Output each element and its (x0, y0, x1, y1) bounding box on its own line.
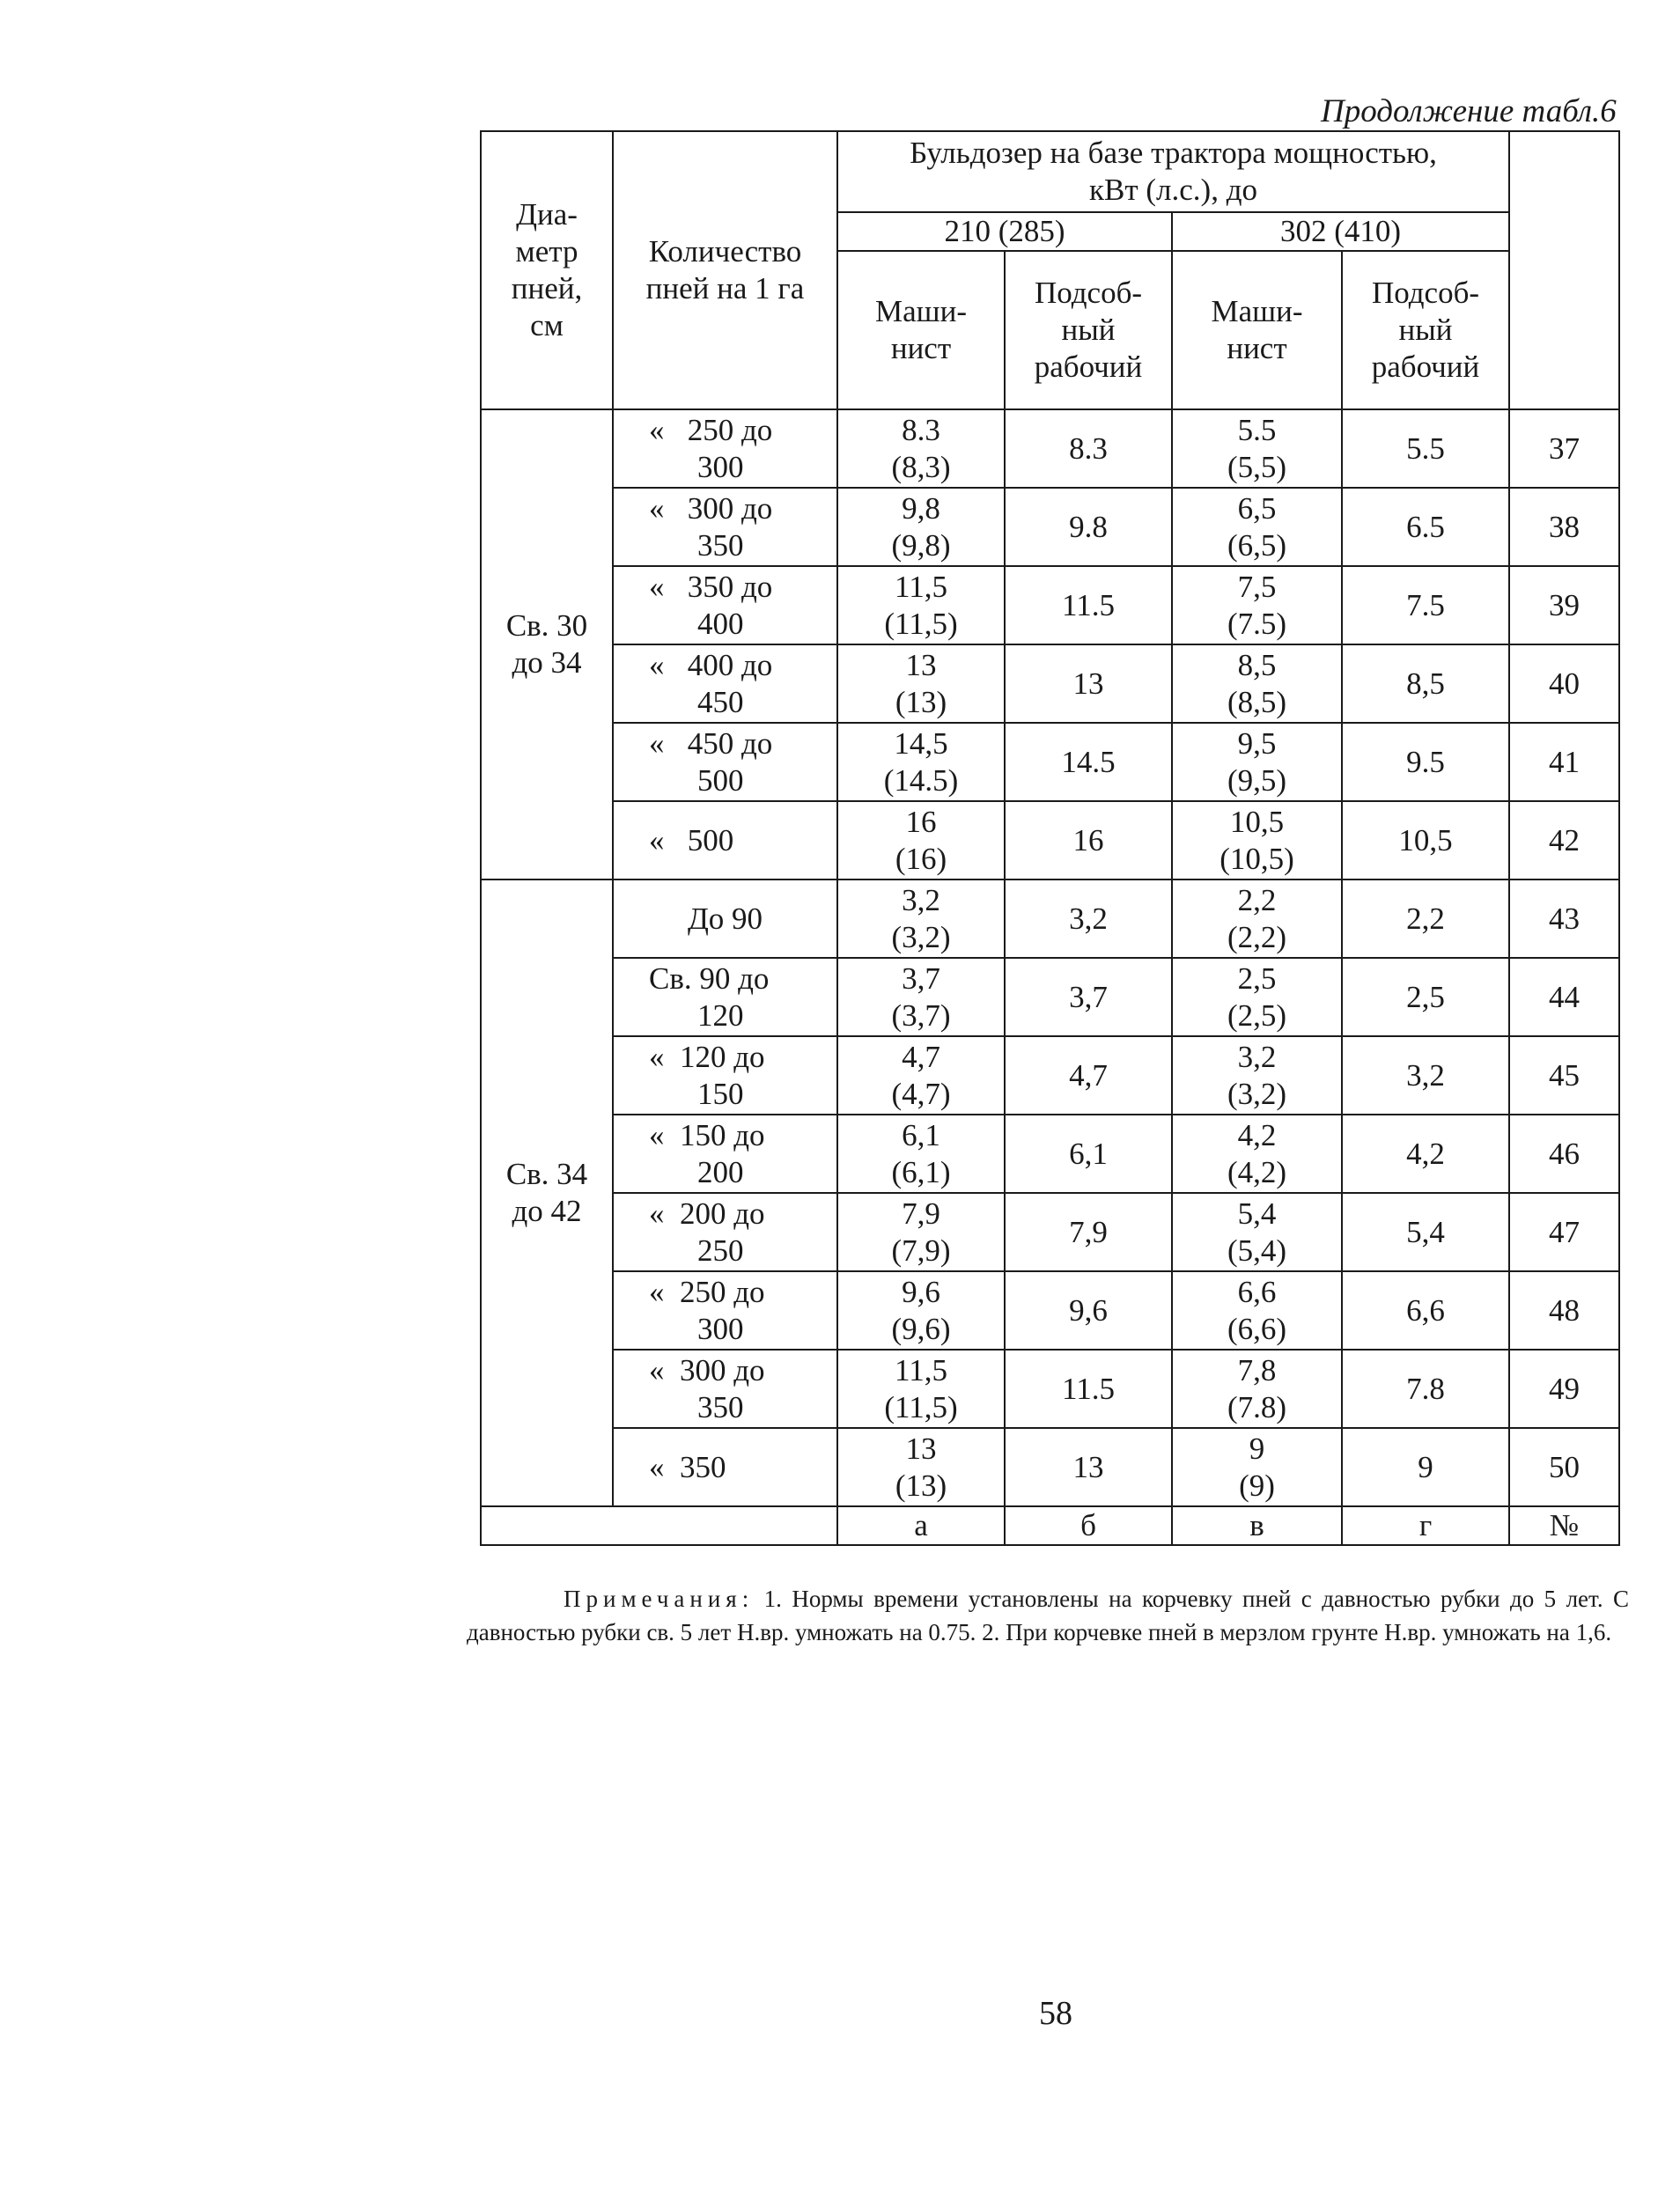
helper-a-cell: 6,1 (1005, 1115, 1172, 1193)
helper-a-cell: 11.5 (1005, 566, 1172, 644)
machinist-a-cell: 13 (13) (837, 644, 1005, 723)
machinist-a-cell: 13 (13) (837, 1428, 1005, 1506)
machinist-b-cell: 7,8 (7.8) (1172, 1350, 1342, 1428)
helper-a-cell: 13 (1005, 1428, 1172, 1506)
helper-a-cell: 9,6 (1005, 1271, 1172, 1350)
machinist-a-cell: 11,5 (11,5) (837, 566, 1005, 644)
notes-text: 1. Нормы времени установлены на корчевку пней с давностью рубки до 5 лет. С давностью рубки св. 5 лет Н.вр. умножать на 0.75. 2. При корчевке пней в мерзлом грунте Н.вр. умножать на 1,6. (467, 1586, 1629, 1645)
table-row (481, 566, 1619, 644)
helper-b-cell: 2,5 (1342, 958, 1509, 1036)
machinist-a-cell: 3,2 (3,2) (837, 880, 1005, 958)
machinist-b-cell: 6,6 (6,6) (1172, 1271, 1342, 1350)
machinist-b-cell: 9 (9) (1172, 1428, 1342, 1506)
row-number-cell: 47 (1509, 1193, 1619, 1271)
table-row (481, 801, 1619, 880)
count-cell: « 200 до 250 (613, 1193, 837, 1271)
row-number-cell: 46 (1509, 1115, 1619, 1193)
helper-b-cell: 5,4 (1342, 1193, 1509, 1271)
helper-a-cell: 8.3 (1005, 409, 1172, 488)
helper-a-cell: 4,7 (1005, 1036, 1172, 1115)
table-row (481, 644, 1619, 723)
header-machinist-b: Маши- нист (1172, 251, 1342, 409)
helper-b-cell: 3,2 (1342, 1036, 1509, 1115)
header-number (1509, 131, 1619, 409)
header-group-302: 302 (410) (1172, 212, 1509, 251)
helper-a-cell: 9.8 (1005, 488, 1172, 566)
footer-col-b: б (1005, 1506, 1172, 1545)
machinist-b-cell: 5.5 (5,5) (1172, 409, 1342, 488)
helper-b-cell: 9.5 (1342, 723, 1509, 801)
count-cell: Св. 90 до 120 (613, 958, 837, 1036)
machinist-a-cell: 3,7 (3,7) (837, 958, 1005, 1036)
table-row (481, 958, 1619, 1036)
row-number-cell: 48 (1509, 1271, 1619, 1350)
count-cell: « 300 до 350 (613, 1350, 837, 1428)
helper-a-cell: 13 (1005, 644, 1172, 723)
header-machinist-a: Маши- нист (837, 251, 1005, 409)
helper-a-cell: 3,2 (1005, 880, 1172, 958)
row-number-cell: 43 (1509, 880, 1619, 958)
count-cell: « 450 до 500 (613, 723, 837, 801)
machinist-a-cell: 6,1 (6,1) (837, 1115, 1005, 1193)
header-group-210: 210 (285) (837, 212, 1172, 251)
table-row (481, 880, 1619, 958)
count-cell: До 90 (613, 880, 837, 958)
machinist-b-cell: 2,5 (2,5) (1172, 958, 1342, 1036)
table-row (481, 488, 1619, 566)
norms-table (480, 130, 1620, 1546)
helper-a-cell: 11.5 (1005, 1350, 1172, 1428)
row-number-cell: 50 (1509, 1428, 1619, 1506)
machinist-b-cell: 2,2 (2,2) (1172, 880, 1342, 958)
table-row (481, 1193, 1619, 1271)
count-cell: « 350 до 400 (613, 566, 837, 644)
header-helper-a: Подсоб- ный рабочий (1005, 251, 1172, 409)
machinist-b-cell: 10,5 (10,5) (1172, 801, 1342, 880)
notes-lead: Примечания: (564, 1586, 755, 1612)
header-diameter: Диа- метр пней, см (481, 131, 613, 409)
count-cell: « 150 до 200 (613, 1115, 837, 1193)
table-row (481, 723, 1619, 801)
diameter-cell: Св. 30 до 34 (481, 409, 613, 880)
helper-a-cell: 3,7 (1005, 958, 1172, 1036)
machinist-a-cell: 8.3 (8,3) (837, 409, 1005, 488)
machinist-a-cell: 9,8 (9,8) (837, 488, 1005, 566)
helper-a-cell: 7,9 (1005, 1193, 1172, 1271)
helper-b-cell: 6.5 (1342, 488, 1509, 566)
footer-col-d: г (1342, 1506, 1509, 1545)
row-number-cell: 40 (1509, 644, 1619, 723)
table-row (481, 1428, 1619, 1506)
notes (467, 1582, 1629, 1649)
count-cell: « 250 до 300 (613, 409, 837, 488)
footer-col-c: в (1172, 1506, 1342, 1545)
row-number-cell: 49 (1509, 1350, 1619, 1428)
header-count: Количество пней на 1 га (613, 131, 837, 409)
machinist-b-cell: 8,5 (8,5) (1172, 644, 1342, 723)
footer-col-num: № (1509, 1506, 1619, 1545)
table-row (481, 1271, 1619, 1350)
row-number-cell: 39 (1509, 566, 1619, 644)
diameter-cell: Св. 34 до 42 (481, 880, 613, 1506)
header-helper-b: Подсоб- ный рабочий (1342, 251, 1509, 409)
machinist-a-cell: 16 (16) (837, 801, 1005, 880)
row-number-cell: 44 (1509, 958, 1619, 1036)
machinist-b-cell: 6,5 (6,5) (1172, 488, 1342, 566)
row-number-cell: 38 (1509, 488, 1619, 566)
helper-b-cell: 2,2 (1342, 880, 1509, 958)
row-number-cell: 45 (1509, 1036, 1619, 1115)
count-cell: « 350 (613, 1428, 837, 1506)
helper-b-cell: 8,5 (1342, 644, 1509, 723)
machinist-b-cell: 3,2 (3,2) (1172, 1036, 1342, 1115)
count-cell: « 250 до 300 (613, 1271, 837, 1350)
table-row (481, 409, 1619, 488)
machinist-b-cell: 4,2 (4,2) (1172, 1115, 1342, 1193)
helper-a-cell: 14.5 (1005, 723, 1172, 801)
helper-b-cell: 9 (1342, 1428, 1509, 1506)
page-number: 58 (1039, 1995, 1072, 2032)
count-cell: « 300 до 350 (613, 488, 837, 566)
machinist-b-cell: 7,5 (7.5) (1172, 566, 1342, 644)
header-bulldozer: Бульдозер на базе трактора мощностью, кВт (л.с.), до (837, 131, 1509, 212)
helper-b-cell: 6,6 (1342, 1271, 1509, 1350)
footer-col-a: а (837, 1506, 1005, 1545)
table-row (481, 1115, 1619, 1193)
helper-b-cell: 10,5 (1342, 801, 1509, 880)
helper-b-cell: 5.5 (1342, 409, 1509, 488)
row-number-cell: 41 (1509, 723, 1619, 801)
row-number-cell: 42 (1509, 801, 1619, 880)
table-caption: Продолжение табл.6 (1321, 93, 1617, 129)
machinist-b-cell: 9,5 (9,5) (1172, 723, 1342, 801)
machinist-a-cell: 14,5 (14.5) (837, 723, 1005, 801)
machinist-a-cell: 9,6 (9,6) (837, 1271, 1005, 1350)
table-row (481, 1350, 1619, 1428)
machinist-a-cell: 4,7 (4,7) (837, 1036, 1005, 1115)
count-cell: « 120 до 150 (613, 1036, 837, 1115)
machinist-a-cell: 7,9 (7,9) (837, 1193, 1005, 1271)
footer-blank (481, 1506, 837, 1545)
helper-b-cell: 7.5 (1342, 566, 1509, 644)
helper-a-cell: 16 (1005, 801, 1172, 880)
helper-b-cell: 4,2 (1342, 1115, 1509, 1193)
row-number-cell: 37 (1509, 409, 1619, 488)
machinist-a-cell: 11,5 (11,5) (837, 1350, 1005, 1428)
count-cell: « 400 до 450 (613, 644, 837, 723)
count-cell: « 500 (613, 801, 837, 880)
helper-b-cell: 7.8 (1342, 1350, 1509, 1428)
machinist-b-cell: 5,4 (5,4) (1172, 1193, 1342, 1271)
table-row (481, 1036, 1619, 1115)
